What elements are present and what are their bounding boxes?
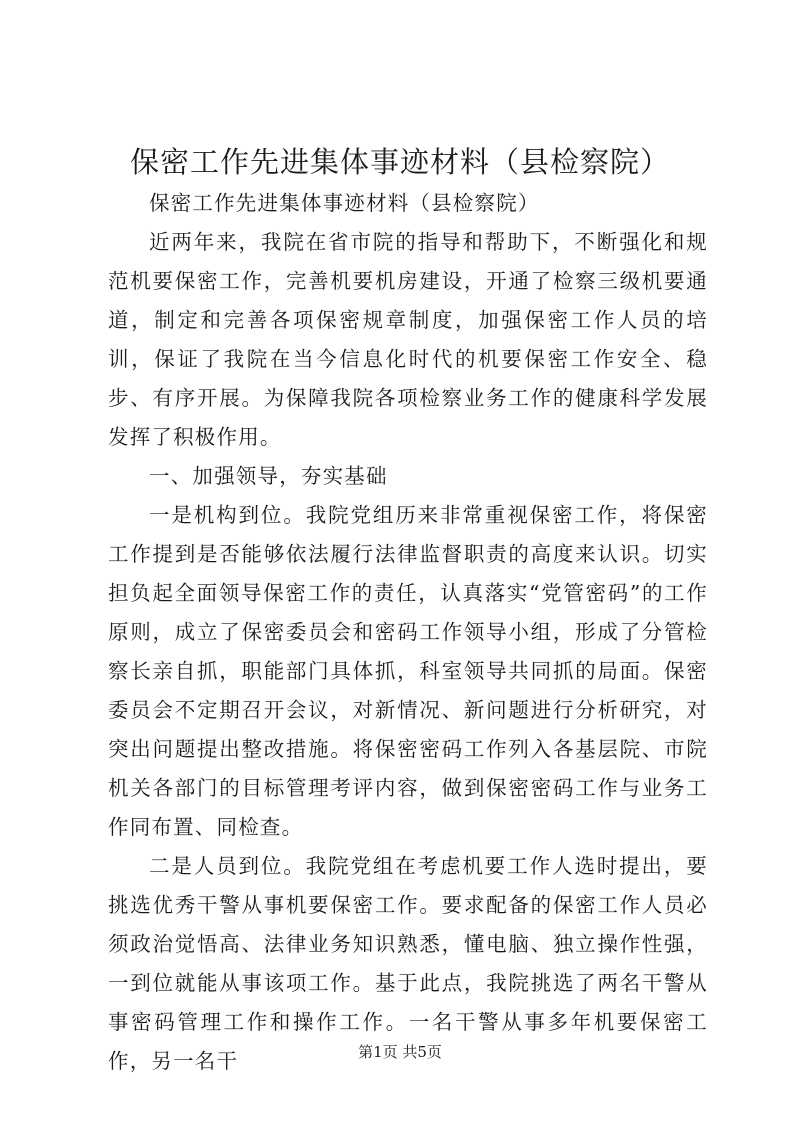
paragraph-organization: 一是机构到位。我院党组历来非常重视保密工作，将保密工作提到是否能够依法履行法律监督职责的高度来认识。切实担负起全面领导保密工作的责任，认真落实“党管密码”的工作原则，成立了保密委员会和密码工作领导小组，形成了分管检察长亲自抓，职能部门具体抓，科室领导共同抓的局面。保密委员会不定期召开会议，对新情况、新问题进行分析研究，对突出问题提出整改措施。将保密密码工作列入各基层院、市院机关各部门的目标管理考评内容，做到保密密码工作与业务工作同布置、同检查。 — [108, 503, 708, 839]
intro-paragraph: 近两年来，我院在省市院的指导和帮助下，不断强化和规范机要保密工作，完善机要机房建设，开通了检察三级机要通道，制定和完善各项保密规章制度，加强保密工作人员的培训，保证了我院在当今信息化时代的机要保密工作安全、稳步、有序开展。为保障我院各项检察业务工作的健康科学发展发挥了积极作用。 — [108, 230, 708, 449]
paragraph-personnel: 二是人员到位。我院党组在考虑机要工作人选时提出，要挑选优秀干警从事机要保密工作。要求配备的保密工作人员必须政治觉悟高、法律业务知识熟悉，懂电脑、独立操作性强，一到位就能从事该项工作。基于此点，我院挑选了两名干警从事密码管理工作和操作工作。一名干警从事多年机要保密工作，另一名干 — [108, 854, 708, 1073]
page-number-footer: 第1页 共5页 — [358, 1043, 442, 1061]
section-heading: 一、加强领导，夯实基础 — [149, 464, 388, 488]
document-body — [108, 184, 708, 1081]
subtitle-paragraph: 保密工作先进集体事迹材料（县检察院） — [149, 191, 540, 215]
document-title: 保密工作先进集体事迹材料（县检察院） — [129, 145, 670, 179]
